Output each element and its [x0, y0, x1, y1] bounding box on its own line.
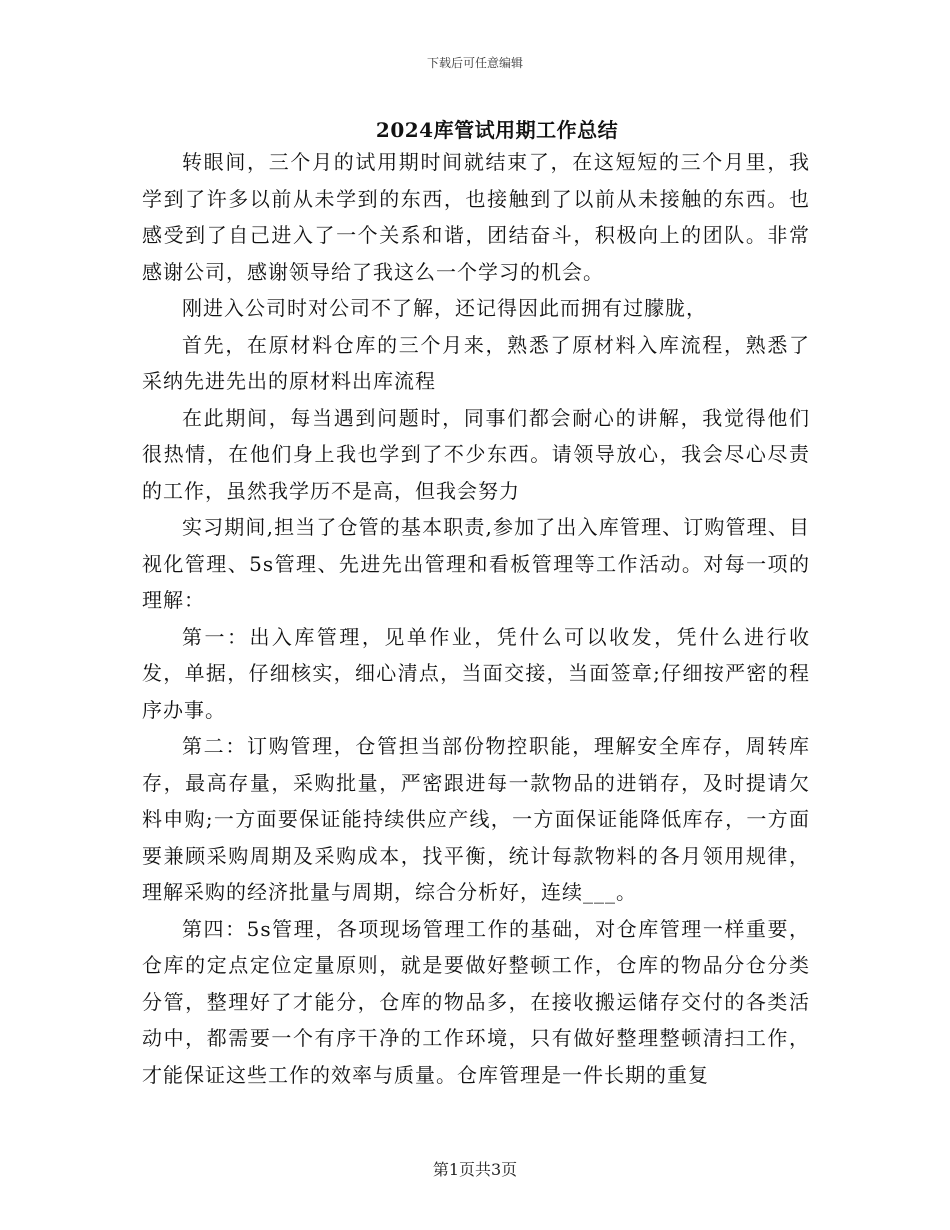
document-body	[142, 144, 810, 1093]
paragraph-8: 第四：5s管理，各项现场管理工作的基础，对仓库管理一样重要，仓库的定点定位定量原则，就是要做好整顿工作，仓库的物品分仓分类分管，整理好了才能分，仓库的物品多，在接收搬运储存交付的各类活动中，都需要一个有序干净的工作环境，只有做好整理整顿清扫工作，才能保证这些工作的效率与质量。仓库管理是一件长期的重复	[142, 916, 810, 1087]
paragraph-3: 首先，在原材料仓库的三个月来，熟悉了原材料入库流程，熟悉了采纳先进先出的原材料出库流程	[142, 332, 810, 393]
paragraph-1: 转眼间，三个月的试用期时间就结束了，在这短短的三个月里，我学到了许多以前从未学到的东西，也接触到了以前从未接触的东西。也感受到了自己进入了一个关系和谐，团结奋斗，积极向上的团队。非常感谢公司，感谢领导给了我这么一个学习的机会。	[142, 150, 810, 284]
header-note: 下载后可任意编辑	[426, 56, 523, 70]
paragraph-6: 第一：出入库管理，见单作业，凭什么可以收发，凭什么进行收发，单据，仔细核实，细心清点，当面交接，当面签章;仔细按严密的程序办事。	[142, 624, 810, 722]
paragraph-2: 刚进入公司时对公司不了解，还记得因此而拥有过朦胧，	[182, 296, 707, 320]
paragraph-7: 第二：订购管理，仓管担当部份物控职能，理解安全库存，周转库存，最高存量，采购批量，严密跟进每一款物品的进销存，及时提请欠料申购;一方面要保证能持续供应产线，一方面保证能降低库存，一方面要兼顾采购周期及采购成本，找平衡，统计每款物料的各月领用规律，理解采购的经济批量与周期，综合分析好，连续___。	[142, 734, 810, 904]
paragraph-5: 实习期间,担当了仓管的基本职责,参加了出入库管理、订购管理、目视化管理、5s管理、先进先出管理和看板管理等工作活动。对每一项的理解：	[142, 515, 810, 612]
document-title: 2024库管试用期工作总结	[375, 118, 619, 142]
paragraph-4: 在此期间，每当遇到问题时，同事们都会耐心的讲解，我觉得他们很热情，在他们身上我也学到了不少东西。请领导放心，我会尽心尽责的工作，虽然我学历不是高，但我会努力	[142, 405, 810, 503]
page-number: 第1页共3页	[432, 1160, 518, 1179]
